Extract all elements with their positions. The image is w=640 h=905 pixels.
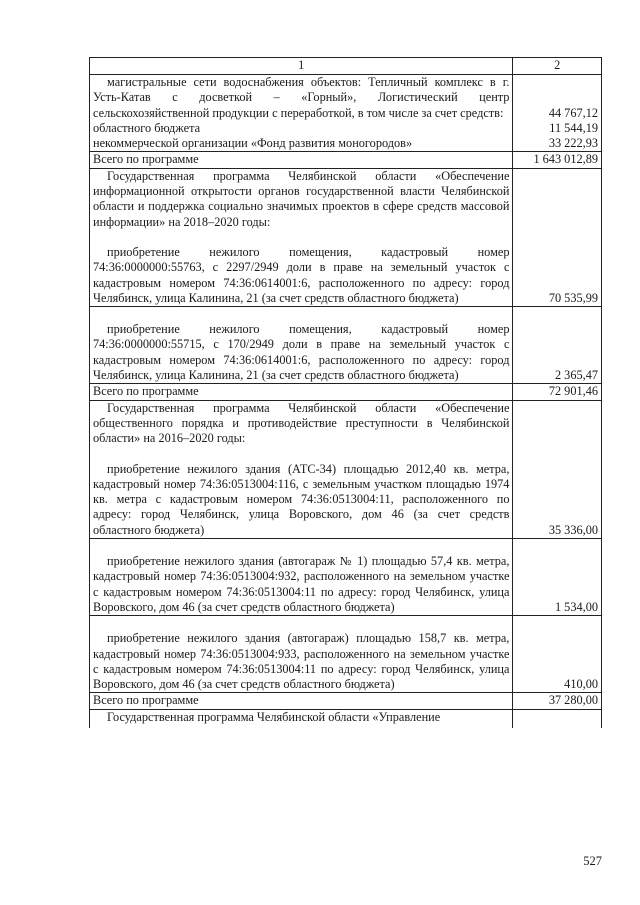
table-row (90, 400, 602, 538)
regional-budget-value: 11 544,19 (549, 120, 598, 135)
purchase-item-value: 35 336,00 (513, 400, 602, 538)
program-total-value: 37 280,00 (513, 693, 602, 709)
program-total-row (90, 384, 602, 400)
table-row (90, 75, 602, 152)
purchase-item-text: приобретение нежилого здания (АТС-34) площадью 2012,40 кв. метра, кадастровый номер 74:36:0513004:116, с земельным участком площадью 1974 кв. метра с кадастровым номером 74:36:0513004:11, расположенного по адресу: город Челябинск, улица Воровского, дом 46 (за счет средств областного бюджета) (93, 461, 510, 537)
program-total-row (90, 693, 602, 709)
table-row (90, 307, 602, 384)
program-title: Государственная программа Челябинской области «Обеспечение общественного порядка и противодействие преступности в Челябинской области» на 2016–2020 годы: (93, 400, 510, 446)
table-row (90, 168, 602, 306)
purchase-item-text: приобретение нежилого здания (автогараж № 1) площадью 57,4 кв. метра, кадастровый номер 74:36:0513004:932, расположенного на земельном участке с кадастровым номером 74:36:0513004:11 по адресу: город Челябинск, улица Воровского, дом 46 (за счет средств областного бюджета) (93, 554, 510, 614)
program-total-label: Всего по программе (90, 152, 513, 168)
item-label-monotown-fund: некоммерческой организации «Фонд развития моногородов» (93, 136, 413, 151)
monotown-fund-value: 33 222,93 (548, 136, 598, 151)
description-value: 44 767,12 (548, 105, 598, 120)
column-number-row (90, 58, 602, 75)
program-total-label: Всего по программе (90, 693, 513, 709)
purchase-item-text: приобретение нежилого помещения, кадастровый номер 74:36:0000000:55715, с 170/2949 доли в праве на земельный участок с кадастровым номером 74:36:0614001:6, расположенного по адресу: город Челябинск, улица Калинина, 21 (за счет средств областного бюджета) (93, 322, 510, 383)
column-2-header: 2 (513, 58, 602, 75)
purchase-item-value: 70 535,99 (513, 168, 602, 306)
water-supply-description: магистральные сети водоснабжения объектов: Тепличный комплекс в г. Усть-Катав с досветкой – «Горный», Логистический центр сельскохозяйственной продукции с переработкой, в том числе за счет средств: (93, 75, 510, 120)
column-1-header: 1 (90, 58, 513, 75)
purchase-item-value: 410,00 (513, 616, 602, 693)
program-total-label: Всего по программе (90, 384, 513, 400)
program-title: Государственная программа Челябинской области «Управление (107, 709, 441, 724)
purchase-item-text: приобретение нежилого здания (автогараж) площадью 158,7 кв. метра, кадастровый номер 74:36:0513004:933, расположенного на земельном участке с кадастровым номером 74:36:0513004:11 по адресу: город Челябинск, улица Воровского, дом 46 (за счет средств областного бюджета) (93, 631, 510, 692)
program-total-value: 72 901,46 (513, 384, 602, 400)
purchase-item-value: 2 365,47 (513, 307, 602, 384)
item-label-regional-budget: областного бюджета (93, 120, 201, 135)
program-total-row (90, 152, 602, 168)
page-number: 527 (583, 854, 602, 868)
program-title: Государственная программа Челябинской области «Обеспечение информационной открытости органов государственной власти Челябинской области и поддержка социально значимых проектов в сфере средств массовой информации» на 2018–2020 годы: (93, 168, 510, 229)
table-row (90, 709, 602, 728)
purchase-item-text: приобретение нежилого помещения, кадастровый номер 74:36:0000000:55763, с 2297/2949 доли в праве на земельный участок с кадастровым номером 74:36:0614001:6, расположенного по адресу: город Челябинск, улица Калинина, 21 (за счет средств областного бюджета) (93, 244, 510, 305)
table-row (90, 616, 602, 693)
budget-table (89, 57, 602, 728)
program-total-value: 1 643 012,89 (513, 152, 602, 168)
table-row (90, 539, 602, 616)
purchase-item-value: 1 534,00 (513, 539, 602, 616)
